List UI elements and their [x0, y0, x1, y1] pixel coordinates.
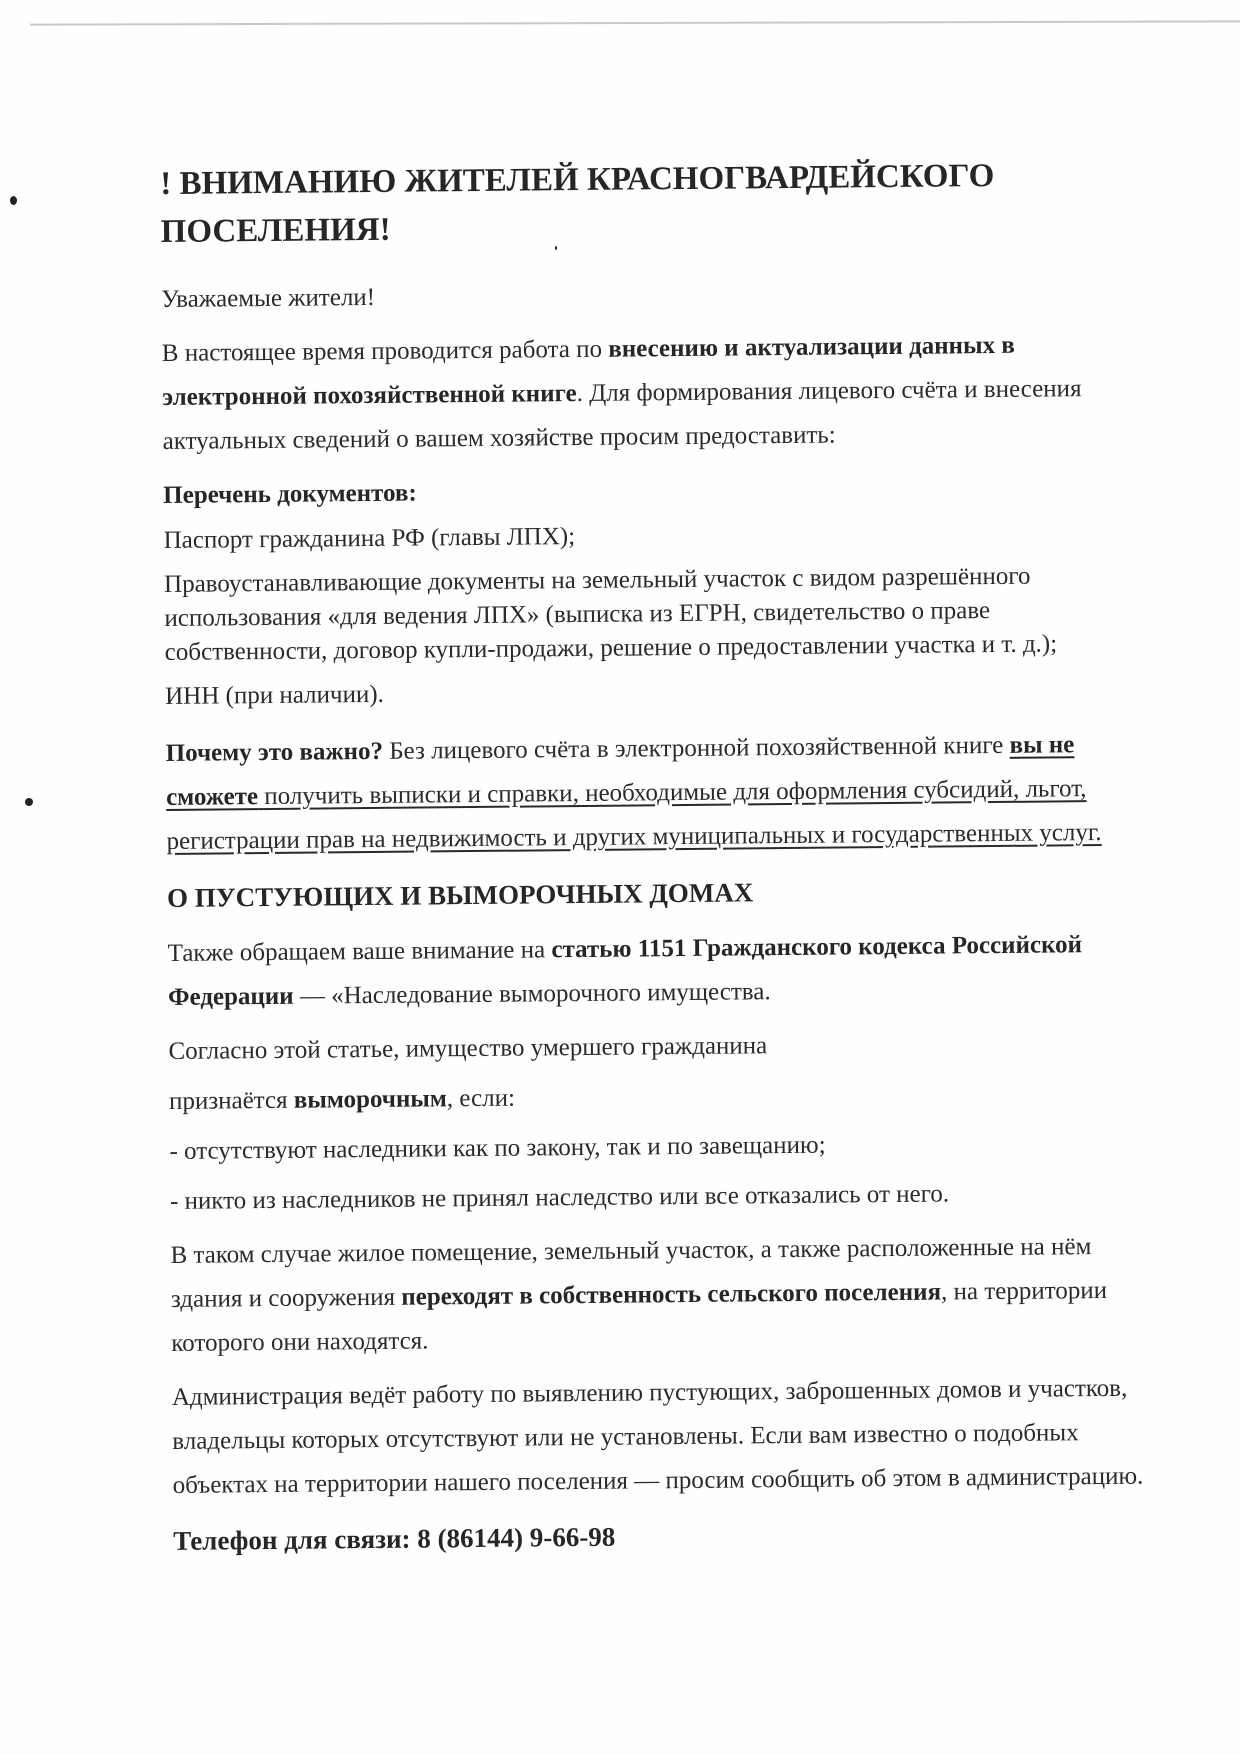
document-body — [160, 150, 1163, 1556]
page-title: ! ВНИМАНИЮ ЖИТЕЛЕЙ КРАСНОГВАРДЕЙСКОГО ПОСЕЛЕНИЯ! — [160, 157, 995, 250]
documents-heading: Перечень документов: — [163, 479, 417, 509]
importance-text: Без лицевого счёта в электронной похозяйственной книге — [382, 731, 1010, 765]
importance-underlined: получить выписки и справки, необходимые для оформления субсидий, льгот, регистрации прав на недвижимость и других муниципальных и государственных услуг. — [166, 775, 1102, 855]
transfer-text: В таком случае жилое помещение, земельный участок, а также расположенные на нём здания и сооружения — [170, 1233, 1092, 1313]
transfer-bold: переходят в собственность сельского поселения — [401, 1278, 942, 1311]
escheat-definition — [169, 1070, 1159, 1124]
document-item: Паспорт гражданина РФ (главы ЛПХ); — [163, 523, 576, 554]
section-heading: О ПУСТУЮЩИХ И ВЫМОРОЧНЫХ ДОМАХ — [166, 877, 754, 913]
article-text-end: — «Наследование выморочного имущества. — [293, 978, 771, 1010]
article-text: Также обращаем ваше внимание на — [167, 936, 552, 967]
document-item: Правоустанавливающие документы на земельный участок с видом разрешённого использования «для ведения ЛПХ» (выписка из ЕГРН, свидетельство о праве собственности, договор купли-продажи, решение о предоставлении участка и т. д.); — [163, 562, 1058, 666]
contact-phone: Телефон для связи: 8 (86144) 9-66-98 — [173, 1521, 616, 1556]
intro-paragraph — [162, 322, 1153, 463]
scan-speck — [10, 196, 17, 205]
importance-paragraph — [165, 722, 1156, 863]
escheat-bold: выморочным — [293, 1085, 447, 1114]
bullet-item: - отсутствуют наследники как по закону, так и по завещанию; — [169, 1131, 826, 1165]
escheat-line: Согласно этой статье, имущество умершего гражданина — [168, 1032, 768, 1065]
intro-bold: внесению и актуализации данных в электронной похозяйственной книге — [162, 331, 1015, 411]
transfer-paragraph — [170, 1224, 1161, 1365]
bullet-item: - никто из наследников не принял наследство или все отказались от него. — [169, 1180, 950, 1215]
importance-question: Почему это важно? — [165, 737, 384, 767]
article-paragraph — [167, 922, 1158, 1019]
intro-text: В настоящее время проводится работа по — [161, 335, 609, 367]
greeting: Уважаемые жители! — [161, 283, 376, 313]
escheat-text: признаётся — [168, 1086, 294, 1115]
article-bold: статью 1151 Гражданского кодекса Российской Федерации — [167, 931, 1083, 1011]
scan-edge-line — [30, 20, 1240, 25]
importance-bold-underlined: вы не сможете — [165, 731, 1075, 811]
administration-paragraph: Администрация ведёт работу по выявлению пустующих, заброшенных домов и участков, владельцы которых отсутствуют или не установлены. Если вам известно о подобных объектах на территории нашего поселения — просим сообщить об этом в администрацию. — [171, 1374, 1144, 1499]
intro-text-end: . Для формирования лицевого счёта и внесения актуальных сведений о вашем хозяйстве просим предоставить: — [162, 375, 1082, 455]
escheat-text-end: , если: — [446, 1084, 516, 1113]
document-item: ИНН (при наличии). — [165, 680, 384, 710]
transfer-text-end: , на территории которого они находятся. — [171, 1276, 1108, 1357]
scan-speck — [25, 798, 33, 806]
